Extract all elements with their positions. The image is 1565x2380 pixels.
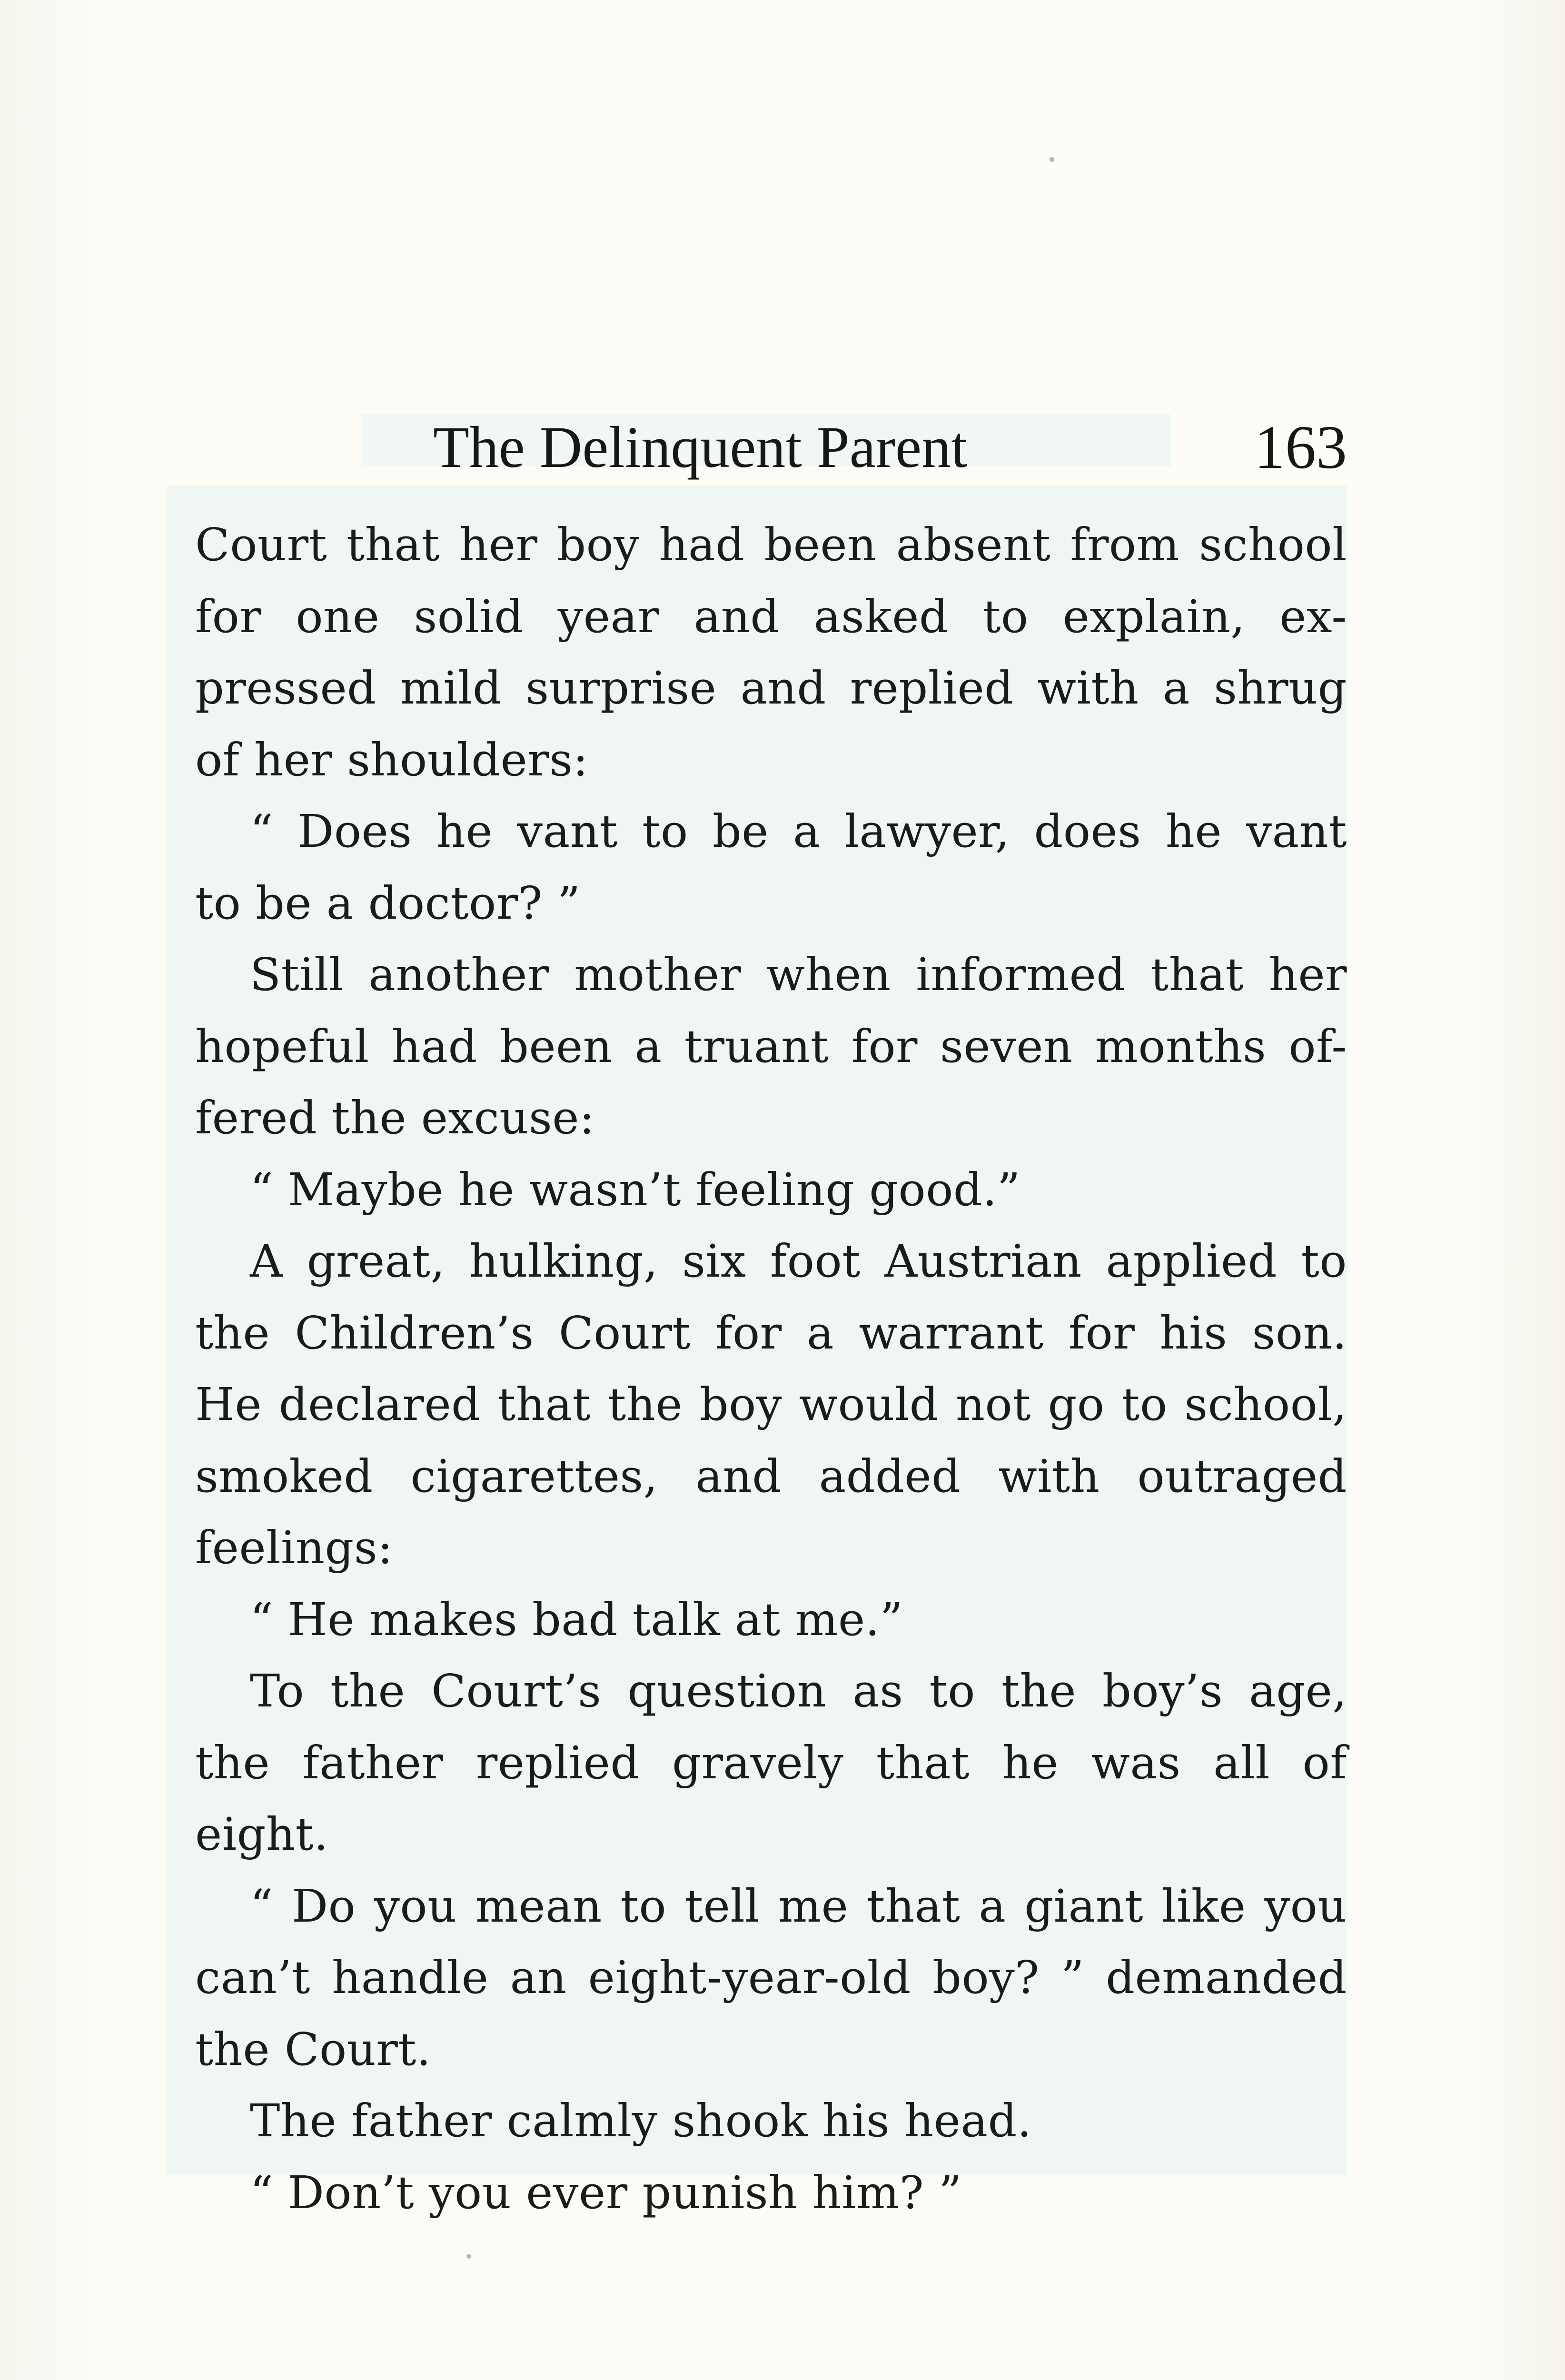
text-line: The father calmly shook his head.: [250, 2095, 1032, 2147]
text-line: pressed mild surprise and replied with a shrug: [195, 662, 1347, 714]
text-line: to be a doctor? ”: [195, 877, 581, 930]
text-line: feelings:: [195, 1522, 393, 1574]
text-line: “ Does he vant to be a lawyer, does he vant: [250, 805, 1347, 858]
text-line: He declared that the boy would not go to school,: [195, 1378, 1347, 1431]
text-line: hopeful had been a truant for seven months of-: [195, 1020, 1347, 1073]
text-line: “ He makes bad talk at me.”: [250, 1593, 903, 1646]
text-line: To the Court’s question as to the boy’s age,: [250, 1665, 1347, 1717]
text-line: A great, hulking, six foot Austrian applied to: [250, 1235, 1347, 1288]
text-line: Court that her boy had been absent from school: [195, 519, 1347, 571]
text-line: “ Don’t you ever punish him? ”: [250, 2166, 962, 2219]
text-line: the Court.: [195, 2023, 431, 2076]
text-line: of her shoulders:: [195, 734, 588, 786]
body-text: [195, 509, 1347, 2229]
text-line: for one solid year and asked to explain, ex-: [195, 590, 1347, 643]
running-head: The Delinquent Parent: [433, 415, 968, 480]
paper-speck: [1050, 157, 1054, 162]
text-line: the Children’s Court for a warrant for his son.: [195, 1307, 1347, 1359]
page-number: 163: [1254, 413, 1347, 482]
text-line: “ Do you mean to tell me that a giant like you: [250, 1880, 1347, 1933]
text-line: smoked cigarettes, and added with outraged: [195, 1450, 1347, 1503]
text-line: “ Maybe he wasn’t feeling good.”: [250, 1163, 1020, 1216]
text-line: eight.: [195, 1808, 328, 1861]
text-line: fered the excuse:: [195, 1092, 595, 1144]
text-line: can’t handle an eight-year-old boy? ” demanded: [195, 1952, 1347, 2004]
paper-speck: [466, 2254, 471, 2259]
text-line: the father replied gravely that he was all of: [195, 1736, 1347, 1789]
text-line: Still another mother when informed that her: [250, 949, 1347, 1001]
page-header: [195, 400, 1347, 495]
